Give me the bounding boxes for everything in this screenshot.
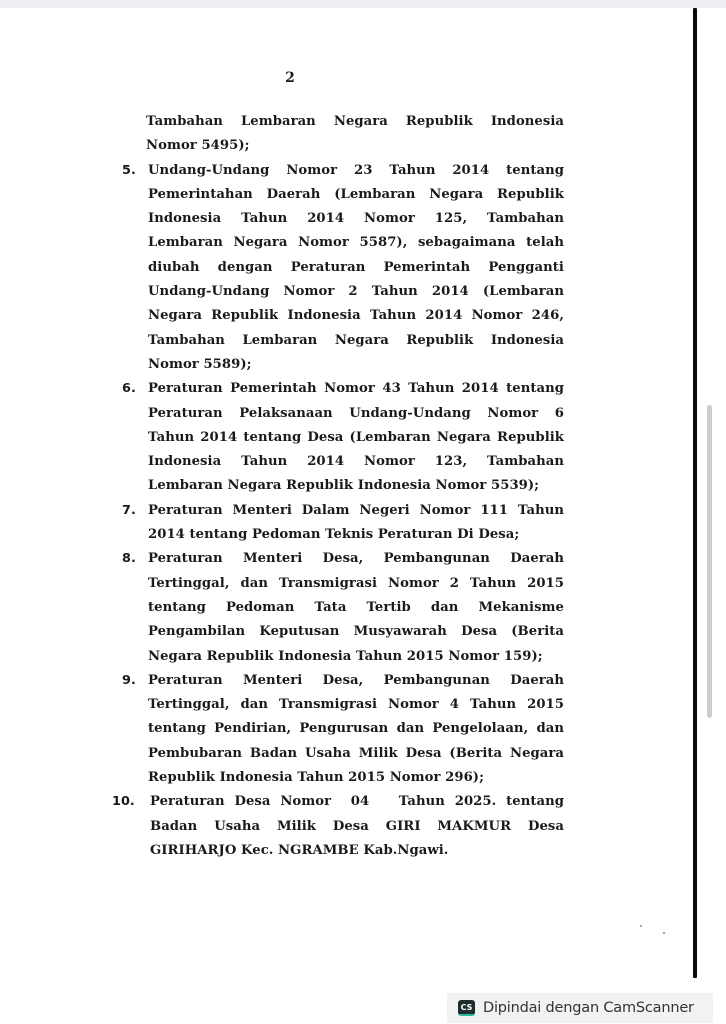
scanned-page <box>0 8 692 980</box>
legal-reference-list <box>112 159 569 864</box>
scrollbar-thumb[interactable] <box>707 405 712 718</box>
watermark-text: Dipindai dengan CamScanner <box>483 1000 694 1016</box>
item-number: 7. <box>122 502 136 518</box>
camscanner-logo-icon: CS <box>458 1000 475 1016</box>
item-text: Peraturan Pemerintah Nomor 43 Tahun 2014 tentang Peraturan Pelaksanaan Undang-Undang Nomor 6 Tahun 2014 tentang Desa (Lembaran Negara Republik Indonesia Tahun 2014 Nomor 123, Tambahan Lembaran Negara Republik Indonesia Nomor 5539); <box>148 381 564 494</box>
item-number: 10. <box>112 794 135 810</box>
item-number: 9. <box>122 672 136 688</box>
list-item-10 <box>112 790 569 863</box>
item-number: 6. <box>122 381 136 397</box>
page-edge-shadow-line <box>693 8 697 978</box>
item-text: Undang-Undang Nomor 23 Tahun 2014 tentang Pemerintahan Daerah (Lembaran Negara Republik Indonesia Tahun 2014 Nomor 125, Tambahan Lembaran Negara Nomor 5587), sebagaimana telah diubah dengan Peraturan Pemerintah Pengganti Undang-Undang Nomor 2 Tahun 2014 (Lembaran Negara Republik Indonesia Tahun 2014 Nomor 246, Tambahan Lembaran Negara Republik Indonesia Nomor 5589); <box>148 162 564 372</box>
list-item-8 <box>122 547 564 668</box>
item-number: 5. <box>122 162 136 178</box>
top-status-strip <box>0 0 726 8</box>
list-item-5 <box>122 159 564 378</box>
item-text: Peraturan Menteri Desa, Pembangunan Daerah Tertinggal, dan Transmigrasi Nomor 4 Tahun 2015 tentang Pendirian, Pengurusan dan Pengelolaan, dan Pembubaran Badan Usaha Milik Desa (Berita Negara Republik Indonesia Tahun 2015 Nomor 296); <box>148 672 564 786</box>
page-number: 2 <box>285 70 295 86</box>
item-text: Peraturan Menteri Desa, Pembangunan Daerah Tertinggal, dan Transmigrasi Nomor 2 Tahun 2015 tentang Pedoman Tata Tertib dan Mekanisme Pengambilan Keputusan Musyawarah Desa (Berita Negara Republik Indonesia Tahun 2015 Nomor 159); <box>148 551 564 664</box>
document-body <box>112 110 569 863</box>
item-number: 8. <box>122 551 136 567</box>
item-text: Peraturan Menteri Dalam Negeri Nomor 111 Tahun 2014 tentang Pedoman Teknis Peraturan Di Desa; <box>148 502 564 543</box>
continued-paragraph: Tambahan Lembaran Negara Republik Indonesia Nomor 5495); <box>146 114 564 154</box>
scan-speck <box>663 932 665 934</box>
list-item-7 <box>122 499 564 548</box>
scan-speck <box>640 925 642 927</box>
list-item-6 <box>122 377 564 498</box>
camscanner-watermark <box>447 993 713 1023</box>
item-text: Peraturan Desa Nomor 04 Tahun 2025. tentang Badan Usaha Milik Desa GIRI MAKMUR Desa GIRIHARJO Kec. NGRAMBE Kab.Ngawi. <box>150 794 569 858</box>
list-item-9 <box>122 669 564 790</box>
